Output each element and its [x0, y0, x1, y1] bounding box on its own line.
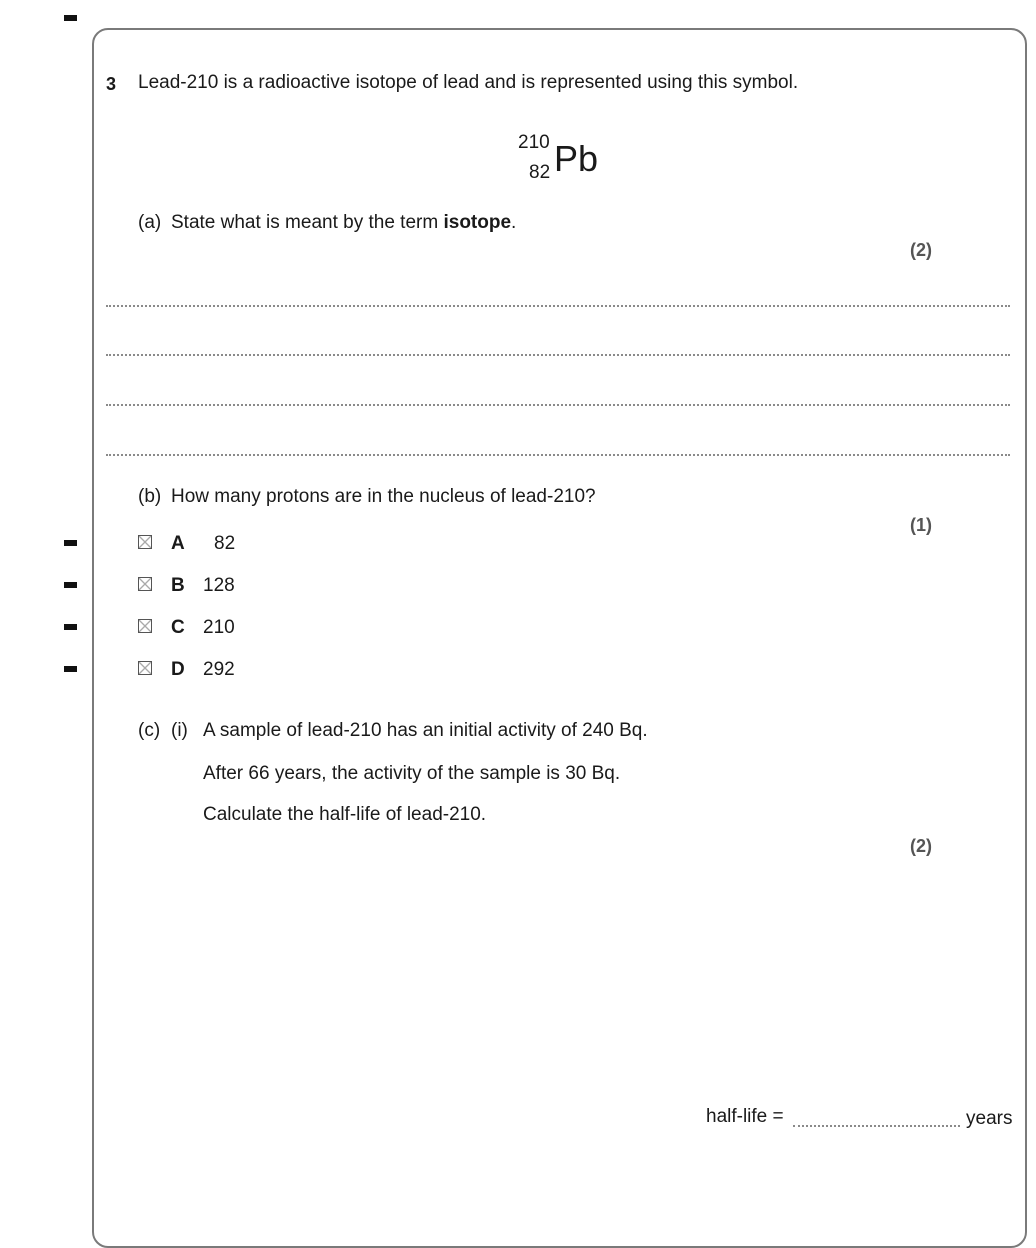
mass-number: 210	[518, 132, 550, 153]
part-c-line-2: After 66 years, the activity of the sample is 30 Bq.	[203, 763, 621, 784]
option-a-letter: A	[171, 533, 185, 554]
part-c-sub-label: (i)	[171, 720, 188, 741]
option-b-letter: B	[171, 575, 185, 596]
answer-line-3[interactable]	[106, 404, 1010, 406]
option-b-value: 128	[203, 575, 235, 596]
part-a-marks: (2)	[910, 240, 932, 260]
question-intro: Lead-210 is a radioactive isotope of lead and is represented using this symbol.	[138, 72, 799, 93]
part-b-label: (b)	[138, 486, 162, 507]
option-d-checkbox[interactable]	[138, 661, 152, 675]
part-c-marks: (2)	[910, 836, 932, 856]
option-d-letter: D	[171, 659, 185, 680]
option-a-value: 82	[214, 533, 236, 554]
option-d-edge-mark	[64, 666, 77, 672]
option-b-edge-mark	[64, 582, 77, 588]
option-c-edge-mark	[64, 624, 77, 630]
isotope-symbol	[514, 132, 614, 192]
half-life-answer-line[interactable]	[793, 1125, 960, 1127]
answer-line-1[interactable]	[106, 305, 1010, 307]
answer-line-4[interactable]	[106, 454, 1010, 456]
part-c-line-1: A sample of lead-210 has an initial activity of 240 Bq.	[203, 720, 648, 741]
part-a-question: State what is meant by the term isotope.	[171, 212, 517, 233]
part-a-label: (a)	[138, 212, 162, 233]
atomic-number: 82	[529, 162, 551, 183]
option-c-letter: C	[171, 617, 185, 638]
registration-mark	[64, 15, 77, 21]
question-number: 3	[106, 74, 117, 94]
answer-line-2[interactable]	[106, 354, 1010, 356]
option-a-checkbox[interactable]	[138, 535, 152, 549]
option-c-value: 210	[203, 617, 235, 638]
part-c-label: (c)	[138, 720, 161, 741]
part-b-question: How many protons are in the nucleus of lead-210?	[171, 486, 596, 507]
option-c-checkbox[interactable]	[138, 619, 152, 633]
part-b-marks: (1)	[910, 515, 932, 535]
option-d-value: 292	[203, 659, 235, 680]
option-a-edge-mark	[64, 540, 77, 546]
part-c-line-3: Calculate the half-life of lead-210.	[203, 804, 487, 825]
half-life-label: half-life =	[706, 1106, 784, 1127]
element-symbol: Pb	[554, 138, 599, 179]
half-life-unit: years	[966, 1108, 1013, 1129]
option-b-checkbox[interactable]	[138, 577, 152, 591]
isotope-term: isotope	[443, 212, 512, 233]
